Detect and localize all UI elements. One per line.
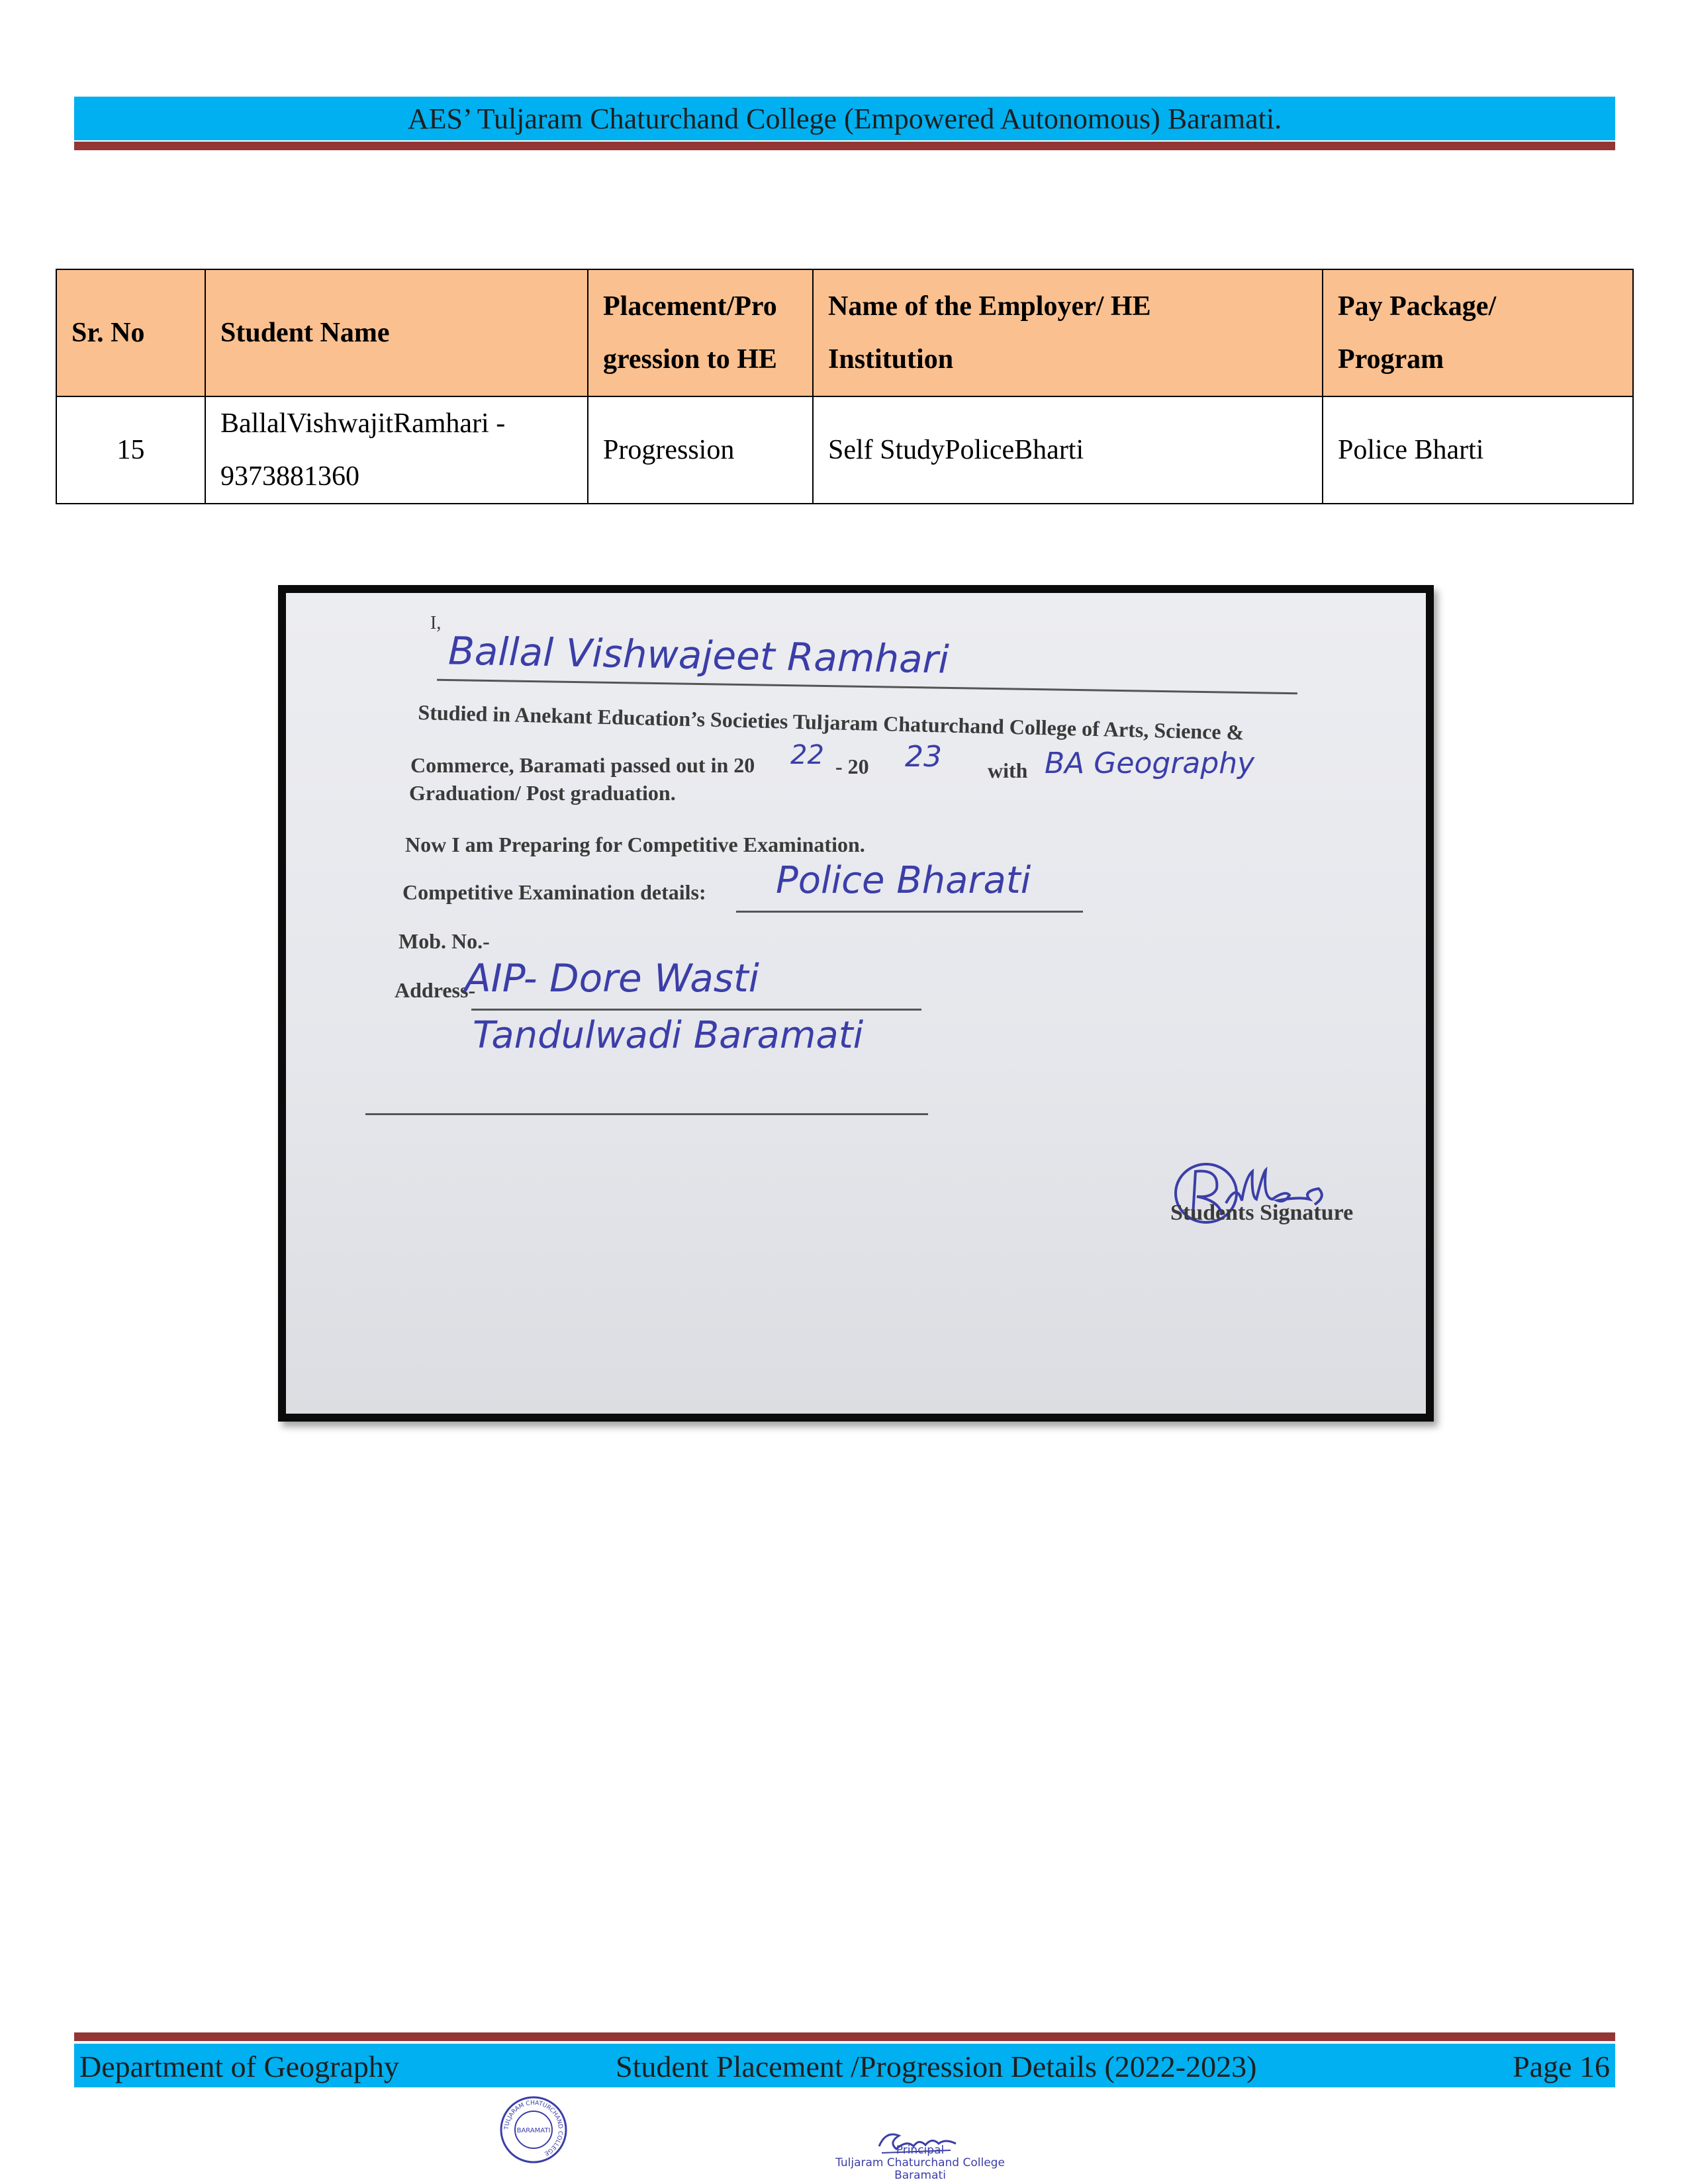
address-underline-1 — [471, 1009, 921, 1011]
header-placement-line2: gression to HE — [603, 344, 777, 375]
header-rule — [74, 142, 1615, 150]
cell-sr-no: 15 — [56, 396, 205, 504]
name-underline — [437, 679, 1297, 694]
form-graduation: Graduation/ Post graduation. — [409, 781, 676, 805]
principal-stamp — [821, 2144, 1019, 2182]
svg-text:TULJARAM CHATURCHAND COLLEGE: TULJARAM CHATURCHAND COLLEGE — [503, 2099, 564, 2157]
principal-title: Principal — [896, 2144, 945, 2157]
principal-college: Tuljaram Chaturchand College — [835, 2156, 1005, 2169]
student-name-line2: 9373881360 — [220, 461, 359, 492]
principal-city: Baramati — [894, 2169, 946, 2182]
form-commerce-passed: Commerce, Baramati passed out in 20 — [410, 753, 755, 777]
form-with: with — [988, 758, 1028, 782]
form-address: Address- — [395, 978, 476, 1002]
header-band — [74, 97, 1615, 140]
header-employer — [813, 269, 1323, 396]
hand-student-name: Ballal Vishwajeet Ramhari — [447, 628, 950, 682]
footer-band — [74, 2044, 1615, 2087]
hand-course: BA Geography — [1045, 747, 1255, 780]
footer-title: Student Placement /Progression Details (2022-2023) — [616, 2050, 1257, 2083]
header-employer-line1: Name of the Employer/ HE — [828, 291, 1151, 322]
header-student-name: Student Name — [205, 269, 588, 396]
cell-placement: Progression — [588, 396, 813, 504]
table-header-row — [56, 269, 1633, 396]
exam-underline — [736, 911, 1083, 913]
cell-student-name — [205, 396, 588, 504]
table-row — [56, 396, 1633, 504]
hand-exam: Police Bharati — [776, 859, 1031, 902]
header-sr-no: Sr. No — [56, 269, 205, 396]
form-exam-details: Competitive Examination details: — [402, 880, 706, 904]
placement-table — [56, 269, 1634, 504]
form-mob-no: Mob. No.- — [399, 929, 490, 953]
header-employer-line2: Institution — [828, 344, 954, 375]
header-pay-package — [1323, 269, 1633, 396]
college-seal-stamp — [499, 2095, 568, 2164]
form-photo — [278, 585, 1434, 1422]
svg-text:BARAMATI: BARAMATI — [516, 2127, 551, 2134]
form-studied-in: Studied in Anekant Education’s Societies Tuljaram Chaturchand College of Arts, Science & — [418, 700, 1244, 745]
student-name-line1: BallalVishwajitRamhari - — [220, 408, 506, 439]
footer-rule — [74, 2032, 1615, 2041]
cell-employer: Self StudyPoliceBharti — [813, 396, 1323, 504]
hand-address-line2: Tandulwadi Baramati — [473, 1014, 864, 1057]
header-placement-line1: Placement/Pro — [603, 291, 777, 322]
cell-pay-package: Police Bharti — [1323, 396, 1633, 504]
form-photo-paper — [286, 593, 1426, 1414]
form-i-label: I, — [430, 613, 442, 633]
hand-year-from: 22 — [790, 740, 824, 770]
header-pay-line1: Pay Package/ — [1338, 291, 1497, 322]
header-pay-line2: Program — [1338, 344, 1444, 375]
footer-page-number: Page 16 — [1513, 2050, 1610, 2083]
signature-caption: Students Signature — [1170, 1201, 1354, 1225]
header-placement — [588, 269, 813, 396]
address-underline-2 — [365, 1113, 928, 1115]
footer-department: Department of Geography — [79, 2050, 399, 2083]
hand-year-to: 23 — [905, 740, 942, 774]
header-title: AES’ Tuljaram Chaturchand College (Empowered Autonomous) Baramati. — [407, 102, 1282, 135]
form-preparing: Now I am Preparing for Competitive Examination. — [405, 833, 865, 856]
form-dash-20: - 20 — [835, 754, 869, 778]
hand-address-line1: AIP- Dore Wasti — [465, 956, 759, 1001]
